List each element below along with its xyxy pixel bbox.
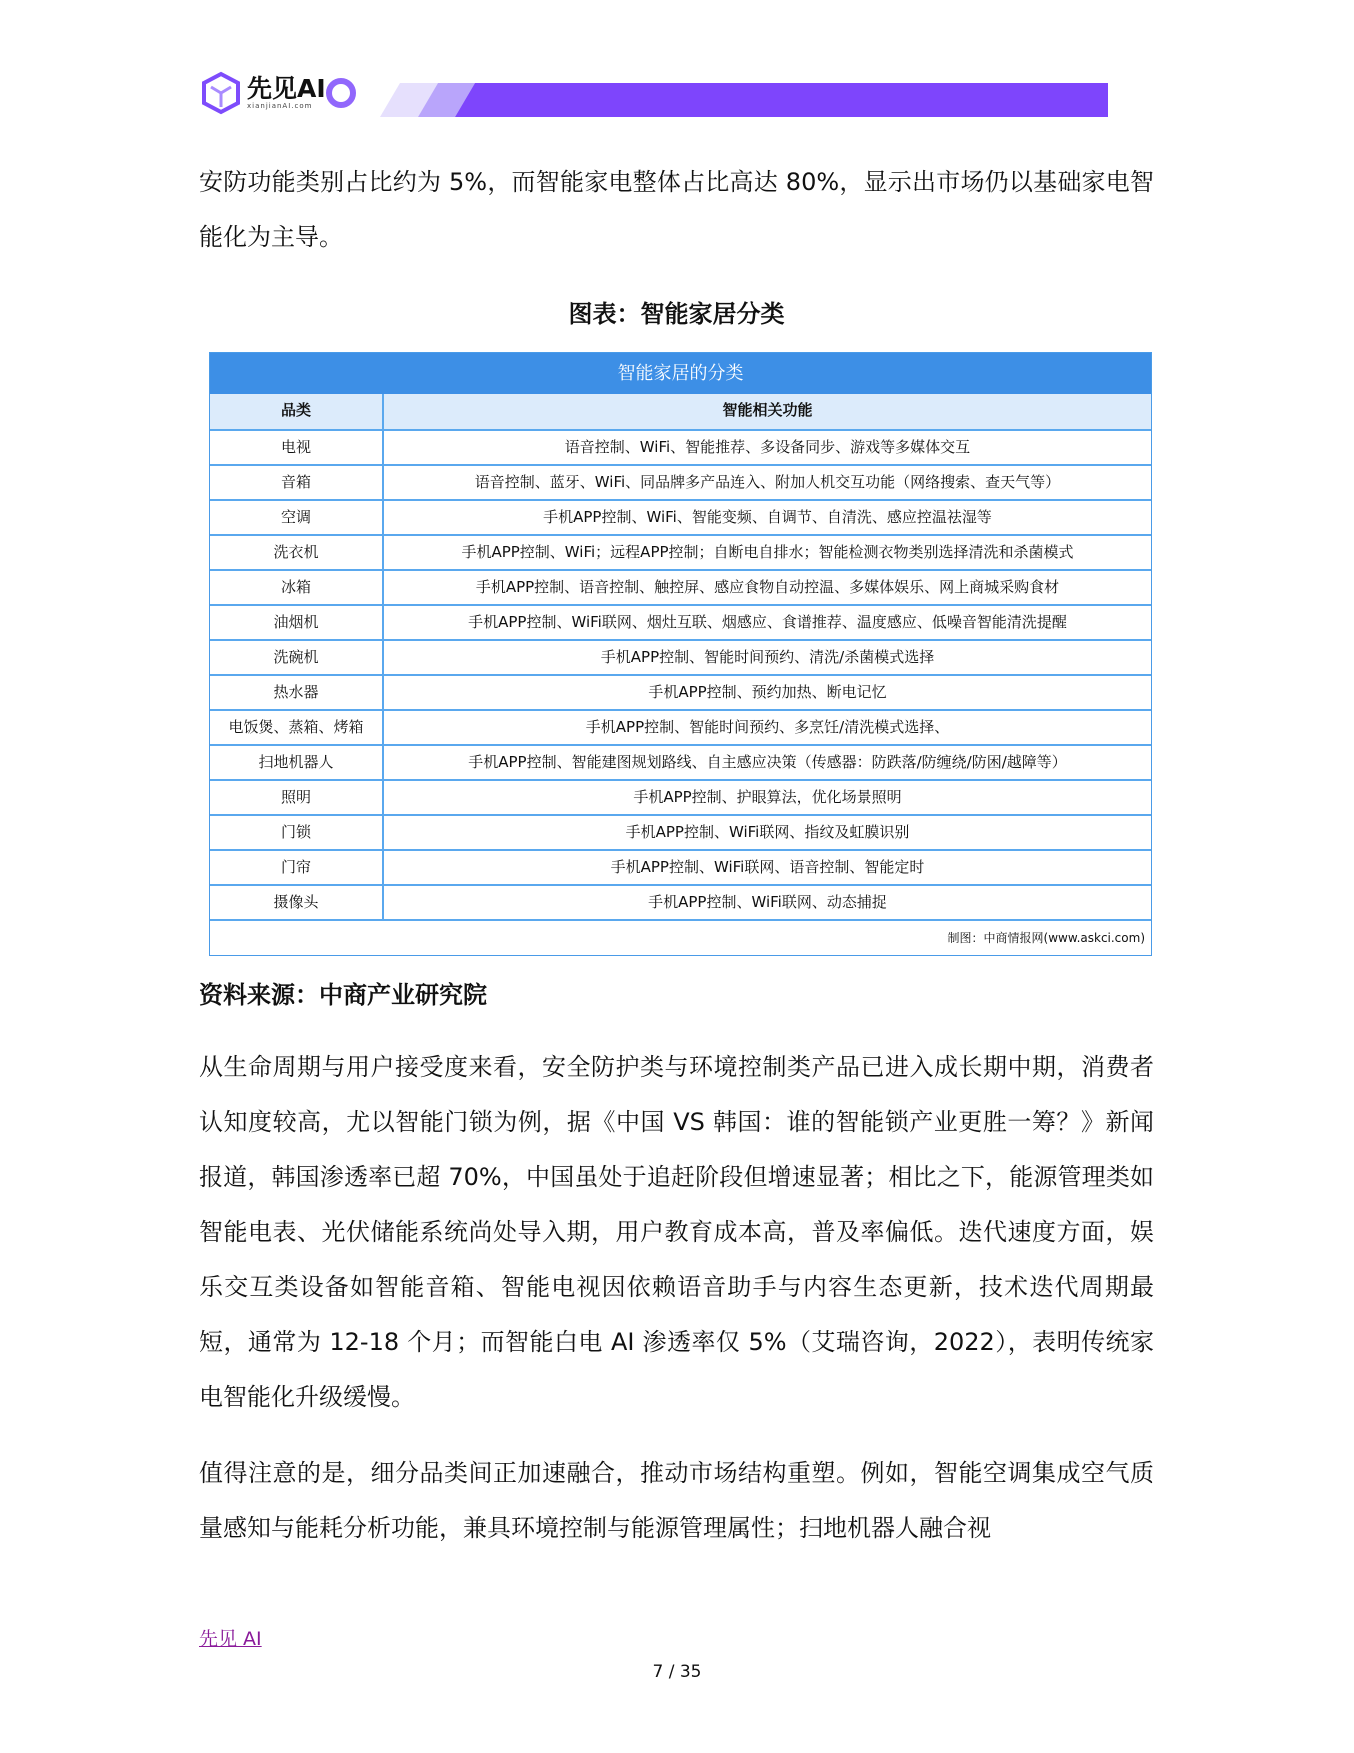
table-row [210, 674, 1151, 709]
row-functions: 手机APP控制、预约加热、断电记忆 [648, 683, 887, 701]
paragraph-intro: 安防功能类别占比约为 5%，而智能家电整体占比高达 80%，显示出市场仍以基础家电智能化为主导。 [199, 168, 1154, 251]
row-functions: 手机APP控制、WiFi联网、指纹及虹膜识别 [625, 823, 910, 841]
footer-link[interactable]: 先见 AI [199, 1628, 262, 1650]
logo [199, 68, 356, 118]
row-category: 油烟机 [210, 606, 384, 639]
table-row [210, 429, 1151, 464]
row-functions: 手机APP控制、语音控制、触控屏、感应食物自动控温、多媒体娱乐、网上商城采购食材 [475, 578, 1060, 596]
row-functions: 手机APP控制、护眼算法，优化场景照明 [633, 788, 902, 806]
row-functions: 手机APP控制、WiFi；远程APP控制；自断电自排水；智能检测衣物类别选择清洗和杀菌模式 [461, 543, 1074, 561]
row-functions: 手机APP控制、智能建图规划路线、自主感应决策（传感器：防跌落/防缠绕/防困/越障等） [468, 753, 1067, 771]
table-row [210, 779, 1151, 814]
smart-home-table [209, 352, 1152, 956]
row-functions: 语音控制、蓝牙、WiFi、同品牌多产品连入、附加人机交互功能（网络搜索、查天气等） [474, 473, 1061, 491]
header-category: 品类 [210, 394, 384, 429]
row-category: 扫地机器人 [210, 746, 384, 779]
table-row [210, 884, 1151, 919]
row-category: 洗碗机 [210, 641, 384, 674]
row-category: 门帘 [210, 851, 384, 884]
row-category: 门锁 [210, 816, 384, 849]
row-category: 空调 [210, 501, 384, 534]
table-row [210, 499, 1151, 534]
table-row [210, 604, 1151, 639]
page-number: 7 / 35 [652, 1662, 702, 1682]
table-row [210, 849, 1151, 884]
table-header [210, 394, 1151, 429]
figure-title: 图表：智能家居分类 [568, 300, 785, 328]
row-category: 冰箱 [210, 571, 384, 604]
figure-source: 资料来源：中商产业研究院 [199, 981, 487, 1009]
logo-ring-icon [326, 78, 356, 108]
row-category: 电视 [210, 431, 384, 464]
table-credit: 制图：中商情报网(www.askci.com) [210, 919, 1151, 955]
row-functions: 手机APP控制、智能时间预约、清洗/杀菌模式选择 [600, 648, 935, 666]
paragraph-lifecycle: 从生命周期与用户接受度来看，安全防护类与环境控制类产品已进入成长期中期，消费者认知度较高，尤以智能门锁为例，据《中国 VS 韩国：谁的智能锁产业更胜一筹？》新闻报道，韩国渗透率已超 70%，中国虽处于追赶阶段但增速显著；相比之下，能源管理类如智能电表、光伏储能系统尚处导入期，用户教育成本高，普及率偏低。迭代速度方面，娱乐交互类设备如智能音箱、智能电视因依赖语音助手与内容生态更新，技术迭代周期最短，通常为 12-18 个月；而智能白电 AI 渗透率仅 5%（艾瑞咨询，2022），表明传统家电智能化升级缓慢。 [199, 1053, 1154, 1411]
row-functions: 手机APP控制、WiFi、智能变频、自调节、自清洗、感应控温祛湿等 [543, 508, 992, 526]
table-row [210, 569, 1151, 604]
table-caption: 智能家居的分类 [210, 353, 1151, 394]
row-functions: 手机APP控制、智能时间预约、多烹饪/清洗模式选择、 [585, 718, 950, 736]
table-row [210, 744, 1151, 779]
row-category: 电饭煲、蒸箱、烤箱 [210, 711, 384, 744]
paragraph-fusion: 值得注意的是，细分品类间正加速融合，推动市场结构重塑。例如，智能空调集成空气质量感知与能耗分析功能，兼具环境控制与能源管理属性；扫地机器人融合视 [199, 1459, 1154, 1542]
row-category: 照明 [210, 781, 384, 814]
row-functions: 手机APP控制、WiFi联网、动态捕捉 [648, 893, 887, 911]
table-row [210, 639, 1151, 674]
row-functions: 语音控制、WiFi、智能推荐、多设备同步、游戏等多媒体交互 [564, 438, 971, 456]
table-row [210, 814, 1151, 849]
row-category: 音箱 [210, 466, 384, 499]
logo-cube-icon [199, 71, 243, 115]
row-category: 摄像头 [210, 886, 384, 919]
logo-name: 先见AI [247, 74, 326, 103]
table-row [210, 709, 1151, 744]
logo-domain: xianjianAI.com [247, 102, 313, 110]
row-category: 热水器 [210, 676, 384, 709]
row-category: 洗衣机 [210, 536, 384, 569]
table-row [210, 534, 1151, 569]
row-functions: 手机APP控制、WiFi联网、烟灶互联、烟感应、食谱推荐、温度感应、低噪音智能清洗提醒 [468, 613, 1067, 631]
table-row [210, 464, 1151, 499]
row-functions: 手机APP控制、WiFi联网、语音控制、智能定时 [610, 858, 925, 876]
header-functions: 智能相关功能 [722, 401, 813, 419]
header-banner-bar [380, 83, 1108, 117]
